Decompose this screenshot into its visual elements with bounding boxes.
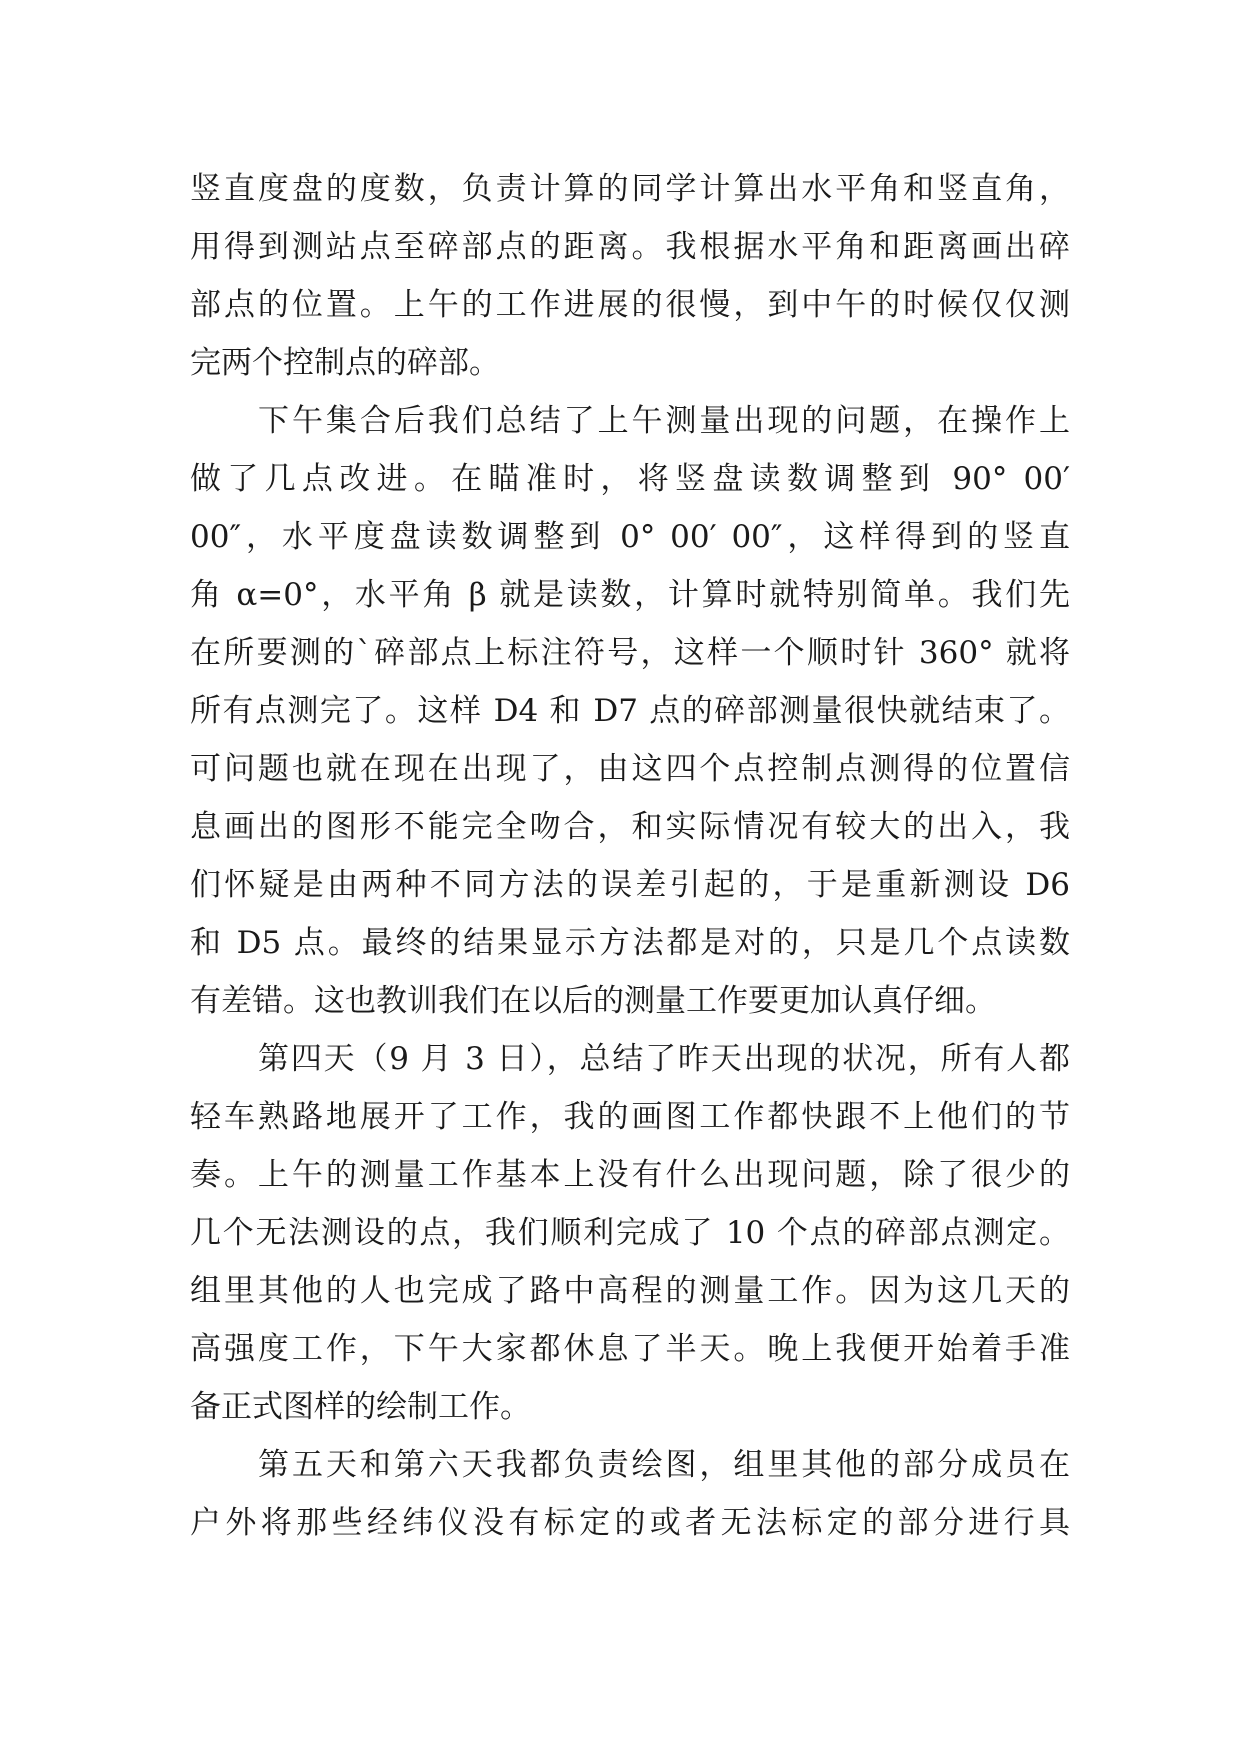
text-line: 奏。上午的测量工作基本上没有什么出现问题，除了很少的 xyxy=(190,1157,1070,1193)
text-line: 角 α=0°，水平角 β 就是读数，计算时就特别简单。我们先 xyxy=(190,577,1070,613)
text-line: 和 D5 点。最终的结果显示方法都是对的，只是几个点读数 xyxy=(190,925,1070,961)
text-line: 可问题也就在现在出现了，由这四个点控制点测得的位置信 xyxy=(190,751,1070,787)
paragraph-start-line: 第五天和第六天我都负责绘图，组里其他的部分成员在 xyxy=(258,1447,1070,1483)
text-line: 几个无法测设的点，我们顺利完成了 10 个点的碎部点测定。 xyxy=(190,1215,1070,1251)
body-text xyxy=(190,160,1070,1552)
text-line: 组里其他的人也完成了路中高程的测量工作。因为这几天的 xyxy=(190,1273,1070,1309)
text-line: 息画出的图形不能完全吻合，和实际情况有较大的出入，我 xyxy=(190,809,1070,845)
text-line: 所有点测完了。这样 D4 和 D7 点的碎部测量很快就结束了。 xyxy=(190,693,1070,729)
text-line: 轻车熟路地展开了工作，我的画图工作都快跟不上他们的节 xyxy=(190,1099,1070,1135)
paragraph-start-line: 下午集合后我们总结了上午测量出现的问题，在操作上 xyxy=(258,403,1070,439)
text-line: 竖直度盘的度数，负责计算的同学计算出水平角和竖直角， xyxy=(190,171,1070,207)
paragraph-start-line: 第四天（9 月 3 日），总结了昨天出现的状况，所有人都 xyxy=(258,1041,1070,1077)
text-line: 做了几点改进。在瞄准时，将竖盘读数调整到 90° 00′ xyxy=(190,461,1070,497)
text-line: 部点的位置。上午的工作进展的很慢，到中午的时候仅仅测 xyxy=(190,287,1070,323)
text-line: 用得到测站点至碎部点的距离。我根据水平角和距离画出碎 xyxy=(190,229,1070,265)
text-line: 备正式图样的绘制工作。 xyxy=(190,1389,531,1425)
text-line: 00″，水平度盘读数调整到 0° 00′ 00″，这样得到的竖直 xyxy=(190,519,1070,555)
text-line: 们怀疑是由两种不同方法的误差引起的，于是重新测设 D6 xyxy=(190,867,1070,903)
text-line: 完两个控制点的碎部。 xyxy=(190,345,500,381)
text-line: 户外将那些经纬仪没有标定的或者无法标定的部分进行具 xyxy=(190,1505,1070,1541)
text-line: 在所要测的`碎部点上标注符号，这样一个顺时针 360° 就将 xyxy=(190,635,1070,671)
text-line: 高强度工作，下午大家都休息了半天。晚上我便开始着手准 xyxy=(190,1331,1070,1367)
text-line: 有差错。这也教训我们在以后的测量工作要更加认真仔细。 xyxy=(190,983,996,1019)
